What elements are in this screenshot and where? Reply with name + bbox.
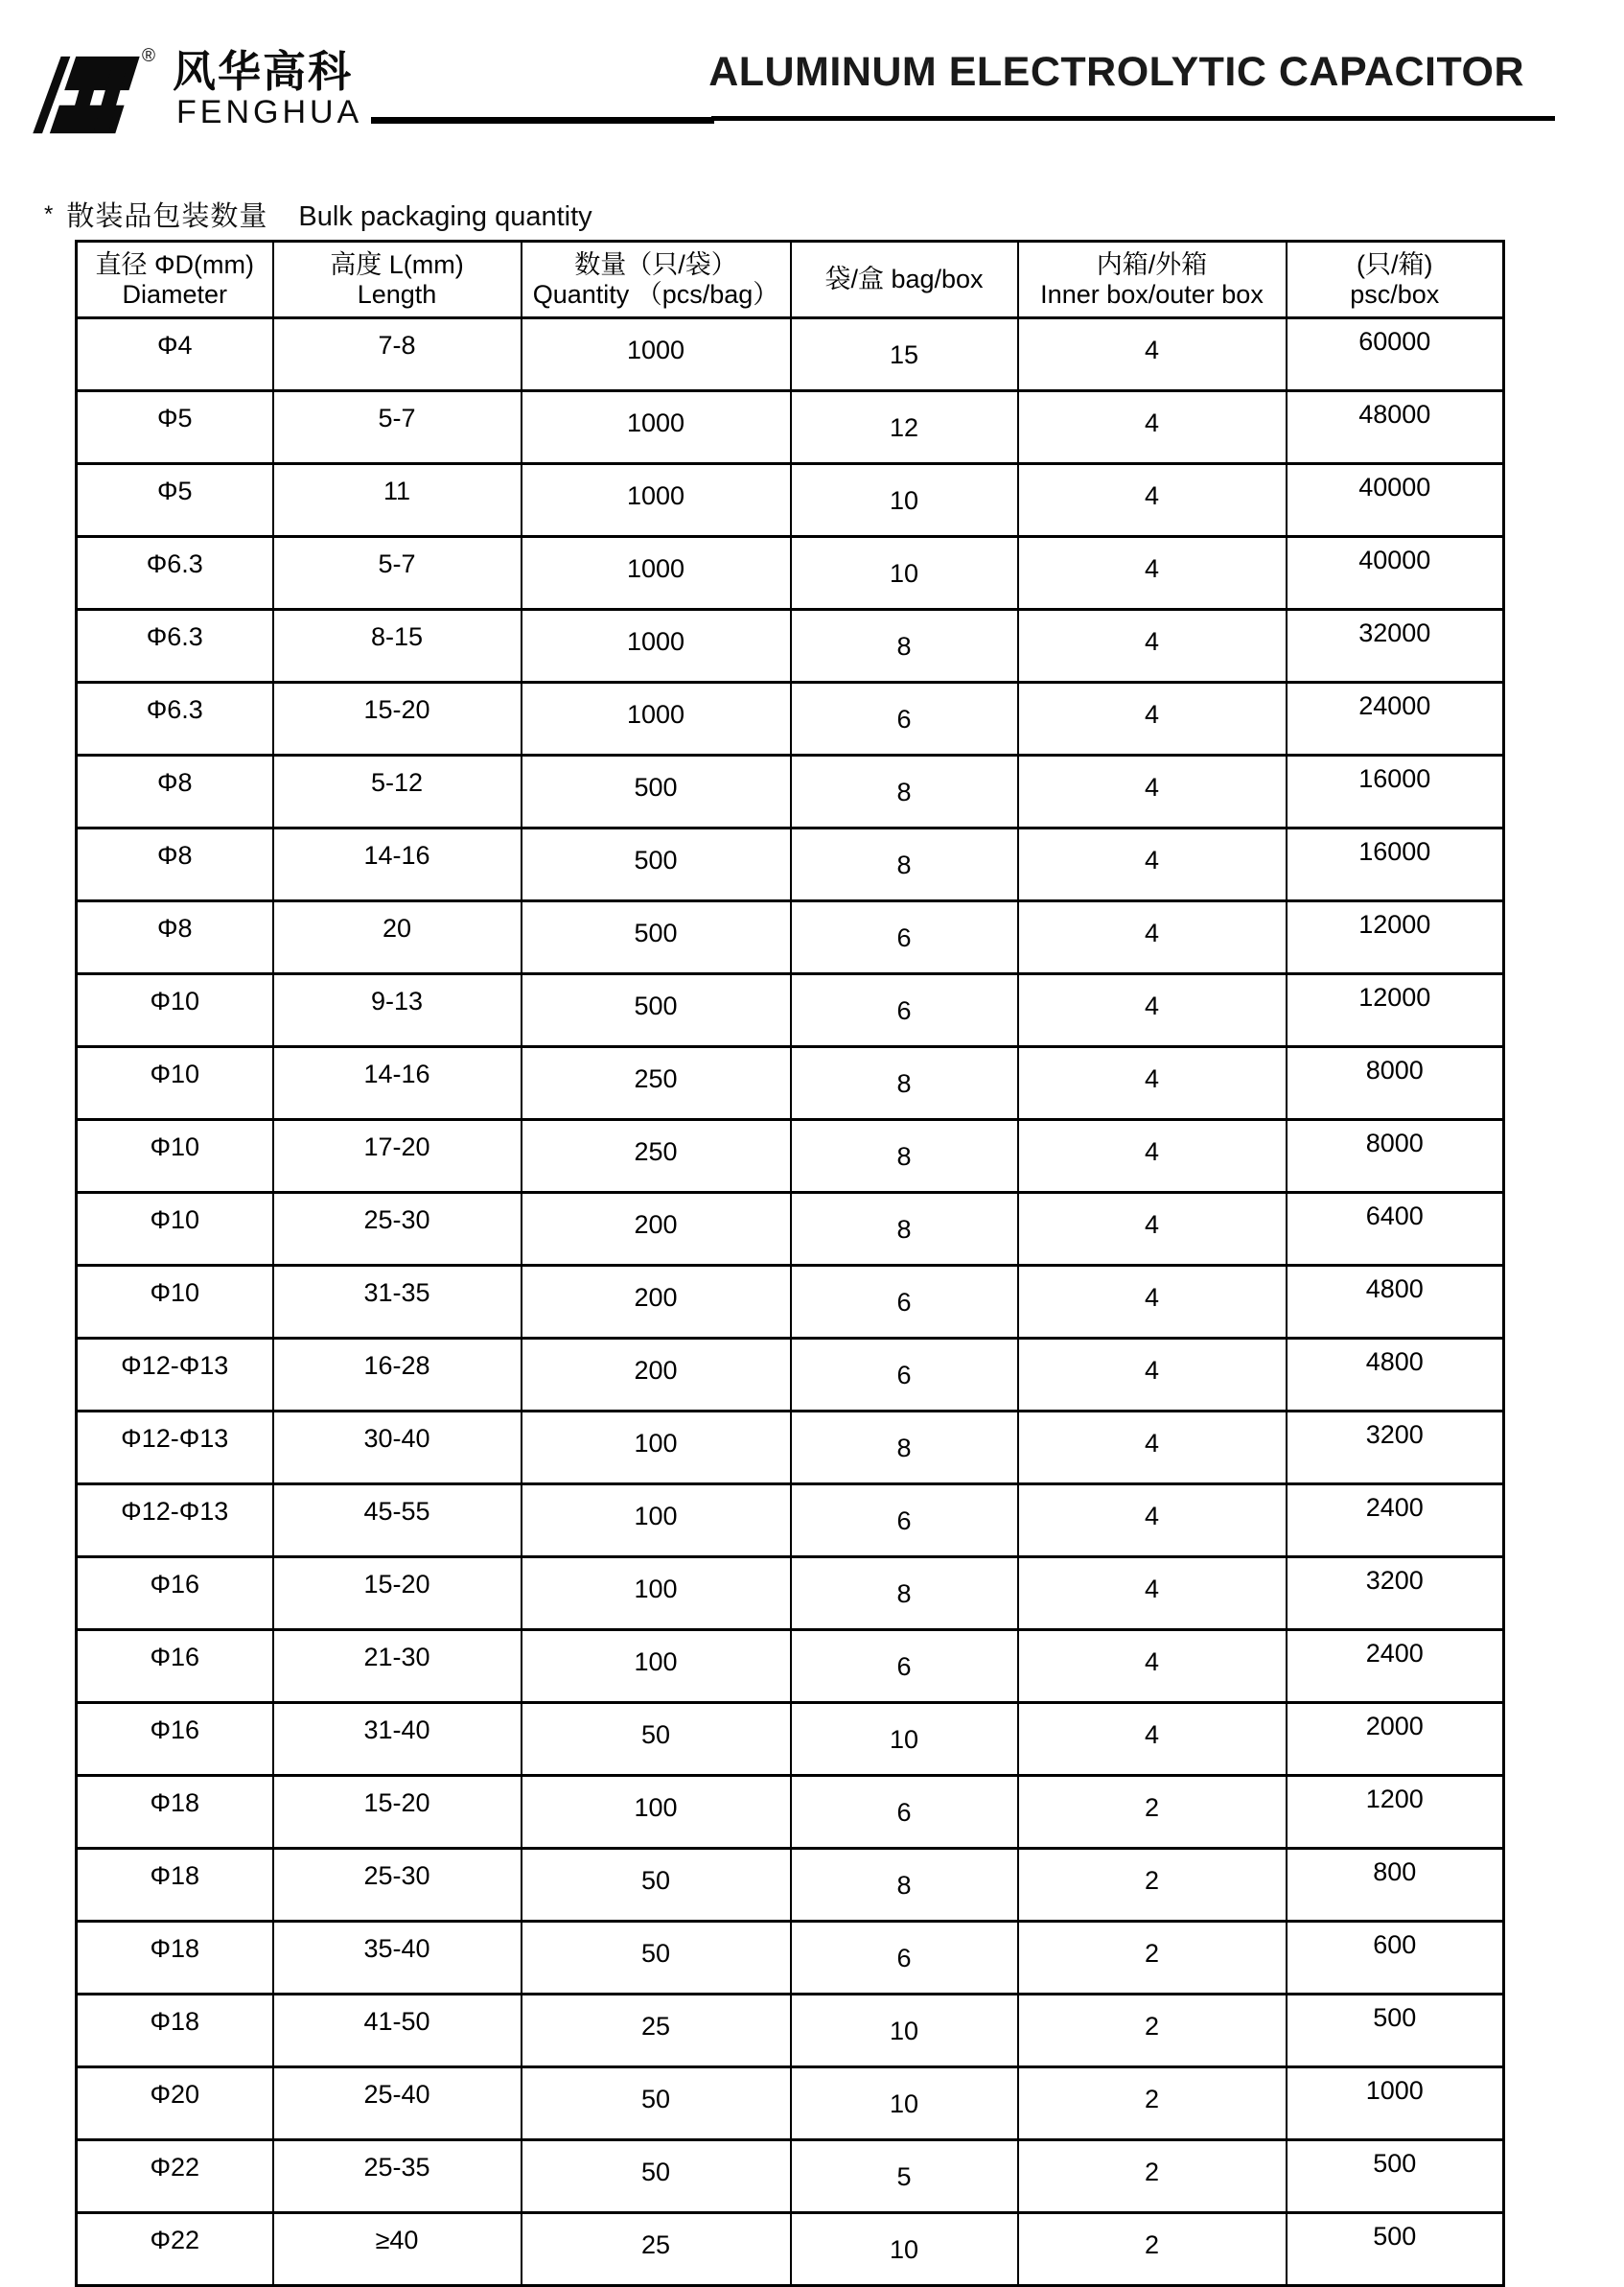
cell-length: 25-40 — [273, 2067, 522, 2140]
cell-diameter: Φ16 — [77, 1630, 273, 1703]
cell-bag-per-box: 8 — [791, 1120, 1018, 1193]
cell-diameter: Φ22 — [77, 2213, 273, 2286]
cell-pcs-per-box: 4800 — [1287, 1266, 1504, 1339]
cell-bag-per-box: 10 — [791, 1995, 1018, 2067]
cell-inner-outer-box: 2 — [1018, 1849, 1287, 1922]
table-row — [77, 1849, 1504, 1922]
cell-pcs-per-box: 1000 — [1287, 2067, 1504, 2140]
cell-diameter: Φ10 — [77, 1193, 273, 1266]
cell-pcs-per-box: 6400 — [1287, 1193, 1504, 1266]
cell-bag-per-box: 8 — [791, 1193, 1018, 1266]
cell-length: 15-20 — [273, 683, 522, 756]
cell-length: 25-35 — [273, 2140, 522, 2213]
cell-bag-per-box: 6 — [791, 683, 1018, 756]
cell-inner-outer-box: 2 — [1018, 2213, 1287, 2286]
table-row — [77, 1922, 1504, 1995]
cell-pcs-per-box: 500 — [1287, 1995, 1504, 2067]
cell-length: 31-35 — [273, 1266, 522, 1339]
cell-qty-per-bag: 50 — [522, 1922, 791, 1995]
cell-inner-outer-box: 4 — [1018, 974, 1287, 1047]
cell-bag-per-box: 6 — [791, 1630, 1018, 1703]
table-row — [77, 1557, 1504, 1630]
cell-inner-outer-box: 4 — [1018, 1484, 1287, 1557]
cell-qty-per-bag: 250 — [522, 1120, 791, 1193]
cell-inner-outer-box: 2 — [1018, 1995, 1287, 2067]
cell-qty-per-bag: 1000 — [522, 610, 791, 683]
col-header-bag-per-box: 袋/盒 bag/box — [791, 242, 1018, 318]
cell-qty-per-bag: 1000 — [522, 318, 791, 391]
cell-length: 17-20 — [273, 1120, 522, 1193]
cell-qty-per-bag: 1000 — [522, 537, 791, 610]
cell-qty-per-bag: 500 — [522, 901, 791, 974]
cell-diameter: Φ8 — [77, 756, 273, 828]
cell-qty-per-bag: 100 — [522, 1630, 791, 1703]
cell-diameter: Φ10 — [77, 974, 273, 1047]
col-header-diameter: 直径 ΦD(mm) Diameter — [77, 242, 273, 318]
cell-length: 9-13 — [273, 974, 522, 1047]
cell-length: 5-7 — [273, 391, 522, 464]
bulk-packaging-table — [75, 240, 1505, 2287]
table-row — [77, 318, 1504, 391]
cell-qty-per-bag: 500 — [522, 974, 791, 1047]
cell-length: 21-30 — [273, 1630, 522, 1703]
cell-diameter: Φ5 — [77, 391, 273, 464]
cell-length: 16-28 — [273, 1339, 522, 1412]
cell-length: 14-16 — [273, 1047, 522, 1120]
table-row — [77, 1484, 1504, 1557]
cell-pcs-per-box: 2400 — [1287, 1630, 1504, 1703]
cell-diameter: Φ16 — [77, 1557, 273, 1630]
cell-inner-outer-box: 4 — [1018, 901, 1287, 974]
cell-length: 8-15 — [273, 610, 522, 683]
cell-qty-per-bag: 50 — [522, 1703, 791, 1776]
cell-bag-per-box: 15 — [791, 318, 1018, 391]
cell-diameter: Φ8 — [77, 901, 273, 974]
cell-inner-outer-box: 4 — [1018, 1630, 1287, 1703]
cell-bag-per-box: 8 — [791, 610, 1018, 683]
cell-pcs-per-box: 4800 — [1287, 1339, 1504, 1412]
cell-bag-per-box: 6 — [791, 1776, 1018, 1849]
cell-bag-per-box: 10 — [791, 464, 1018, 537]
cell-pcs-per-box: 500 — [1287, 2140, 1504, 2213]
cell-length: 11 — [273, 464, 522, 537]
section-title-chinese: 散装品包装数量 — [66, 201, 268, 232]
cell-diameter: Φ18 — [77, 1849, 273, 1922]
table-row — [77, 1776, 1504, 1849]
cell-qty-per-bag: 200 — [522, 1339, 791, 1412]
cell-length: 7-8 — [273, 318, 522, 391]
cell-diameter: Φ6.3 — [77, 610, 273, 683]
cell-qty-per-bag: 200 — [522, 1266, 791, 1339]
cell-diameter: Φ18 — [77, 1922, 273, 1995]
cell-pcs-per-box: 32000 — [1287, 610, 1504, 683]
cell-diameter: Φ8 — [77, 828, 273, 901]
section-marker: * — [44, 201, 54, 227]
table-row — [77, 1630, 1504, 1703]
cell-bag-per-box: 6 — [791, 1922, 1018, 1995]
registered-trademark-icon: ® — [142, 46, 155, 66]
cell-length: 15-20 — [273, 1557, 522, 1630]
cell-inner-outer-box: 4 — [1018, 537, 1287, 610]
cell-length: 5-7 — [273, 537, 522, 610]
cell-qty-per-bag: 50 — [522, 2067, 791, 2140]
cell-diameter: Φ16 — [77, 1703, 273, 1776]
cell-inner-outer-box: 2 — [1018, 1922, 1287, 1995]
cell-qty-per-bag: 25 — [522, 1995, 791, 2067]
cell-pcs-per-box: 60000 — [1287, 318, 1504, 391]
cell-qty-per-bag: 50 — [522, 2140, 791, 2213]
cell-length: 5-12 — [273, 756, 522, 828]
cell-diameter: Φ12-Φ13 — [77, 1412, 273, 1484]
cell-qty-per-bag: 100 — [522, 1557, 791, 1630]
cell-diameter: Φ18 — [77, 1995, 273, 2067]
cell-bag-per-box: 10 — [791, 2213, 1018, 2286]
header-rule-right — [711, 116, 1555, 121]
cell-bag-per-box: 8 — [791, 1557, 1018, 1630]
brand-name-chinese: 风华高科 — [173, 47, 354, 96]
table-row — [77, 756, 1504, 828]
cell-pcs-per-box: 2000 — [1287, 1703, 1504, 1776]
cell-qty-per-bag: 1000 — [522, 464, 791, 537]
table-row — [77, 1266, 1504, 1339]
cell-length: 31-40 — [273, 1703, 522, 1776]
cell-pcs-per-box: 500 — [1287, 2213, 1504, 2286]
cell-diameter: Φ10 — [77, 1047, 273, 1120]
cell-pcs-per-box: 16000 — [1287, 756, 1504, 828]
col-header-inner-outer-box: 内箱/外箱 Inner box/outer box — [1018, 242, 1287, 318]
col-header-pcs-per-box: (只/箱) psc/box — [1287, 242, 1504, 318]
cell-pcs-per-box: 3200 — [1287, 1557, 1504, 1630]
cell-qty-per-bag: 100 — [522, 1776, 791, 1849]
cell-bag-per-box: 8 — [791, 1047, 1018, 1120]
cell-bag-per-box: 6 — [791, 1339, 1018, 1412]
cell-inner-outer-box: 4 — [1018, 1193, 1287, 1266]
cell-bag-per-box: 6 — [791, 974, 1018, 1047]
table-row — [77, 610, 1504, 683]
cell-pcs-per-box: 800 — [1287, 1849, 1504, 1922]
cell-inner-outer-box: 4 — [1018, 1557, 1287, 1630]
cell-pcs-per-box: 40000 — [1287, 537, 1504, 610]
table-row — [77, 2067, 1504, 2140]
header-rule-left — [371, 117, 714, 124]
section-heading — [44, 199, 592, 232]
cell-pcs-per-box: 1200 — [1287, 1776, 1504, 1849]
cell-bag-per-box: 12 — [791, 391, 1018, 464]
table-row — [77, 1339, 1504, 1412]
cell-inner-outer-box: 4 — [1018, 464, 1287, 537]
cell-qty-per-bag: 200 — [522, 1193, 791, 1266]
cell-length: 20 — [273, 901, 522, 974]
cell-inner-outer-box: 2 — [1018, 1776, 1287, 1849]
cell-bag-per-box: 5 — [791, 2140, 1018, 2213]
cell-inner-outer-box: 4 — [1018, 391, 1287, 464]
col-header-length: 高度 L(mm) Length — [273, 242, 522, 318]
brand-name-english: FENGHUA — [176, 94, 363, 130]
cell-inner-outer-box: 4 — [1018, 318, 1287, 391]
cell-diameter: Φ10 — [77, 1266, 273, 1339]
cell-inner-outer-box: 4 — [1018, 1047, 1287, 1120]
cell-diameter: Φ10 — [77, 1120, 273, 1193]
cell-length: 41-50 — [273, 1995, 522, 2067]
cell-qty-per-bag: 100 — [522, 1484, 791, 1557]
table-row — [77, 828, 1504, 901]
table-row — [77, 901, 1504, 974]
cell-bag-per-box: 8 — [791, 828, 1018, 901]
table-row — [77, 391, 1504, 464]
table-row — [77, 1703, 1504, 1776]
table-row — [77, 2140, 1504, 2213]
cell-diameter: Φ12-Φ13 — [77, 1339, 273, 1412]
cell-length: 45-55 — [273, 1484, 522, 1557]
cell-pcs-per-box: 16000 — [1287, 828, 1504, 901]
cell-diameter: Φ20 — [77, 2067, 273, 2140]
cell-qty-per-bag: 100 — [522, 1412, 791, 1484]
cell-bag-per-box: 8 — [791, 756, 1018, 828]
table-row — [77, 1412, 1504, 1484]
cell-bag-per-box: 6 — [791, 1484, 1018, 1557]
cell-pcs-per-box: 8000 — [1287, 1120, 1504, 1193]
cell-bag-per-box: 10 — [791, 2067, 1018, 2140]
cell-pcs-per-box: 40000 — [1287, 464, 1504, 537]
cell-inner-outer-box: 4 — [1018, 610, 1287, 683]
cell-length: 30-40 — [273, 1412, 522, 1484]
cell-diameter: Φ18 — [77, 1776, 273, 1849]
cell-qty-per-bag: 50 — [522, 1849, 791, 1922]
cell-bag-per-box: 10 — [791, 1703, 1018, 1776]
cell-inner-outer-box: 2 — [1018, 2067, 1287, 2140]
cell-diameter: Φ4 — [77, 318, 273, 391]
table-row — [77, 1120, 1504, 1193]
cell-length: 35-40 — [273, 1922, 522, 1995]
cell-diameter: Φ5 — [77, 464, 273, 537]
cell-qty-per-bag: 500 — [522, 756, 791, 828]
col-header-quantity-per-bag: 数量（只/袋） Quantity （pcs/bag） — [522, 242, 791, 318]
cell-length: ≥40 — [273, 2213, 522, 2286]
cell-qty-per-bag: 1000 — [522, 391, 791, 464]
table-row — [77, 2213, 1504, 2286]
cell-diameter: Φ22 — [77, 2140, 273, 2213]
cell-bag-per-box: 8 — [791, 1412, 1018, 1484]
cell-bag-per-box: 6 — [791, 901, 1018, 974]
table-header-row — [77, 242, 1504, 318]
table-row — [77, 464, 1504, 537]
cell-pcs-per-box: 24000 — [1287, 683, 1504, 756]
table-row — [77, 1193, 1504, 1266]
section-title-english: Bulk packaging quantity — [298, 201, 592, 232]
cell-inner-outer-box: 2 — [1018, 2140, 1287, 2213]
packaging-table-body — [77, 318, 1504, 2286]
cell-pcs-per-box: 2400 — [1287, 1484, 1504, 1557]
cell-diameter: Φ6.3 — [77, 537, 273, 610]
cell-length: 15-20 — [273, 1776, 522, 1849]
cell-pcs-per-box: 3200 — [1287, 1412, 1504, 1484]
cell-qty-per-bag: 500 — [522, 828, 791, 901]
page-title: ALUMINUM ELECTROLYTIC CAPACITOR — [708, 49, 1524, 95]
table-row — [77, 537, 1504, 610]
cell-pcs-per-box: 48000 — [1287, 391, 1504, 464]
cell-diameter: Φ12-Φ13 — [77, 1484, 273, 1557]
cell-pcs-per-box: 8000 — [1287, 1047, 1504, 1120]
cell-qty-per-bag: 1000 — [522, 683, 791, 756]
cell-length: 14-16 — [273, 828, 522, 901]
cell-bag-per-box: 10 — [791, 537, 1018, 610]
cell-inner-outer-box: 4 — [1018, 756, 1287, 828]
cell-inner-outer-box: 4 — [1018, 1412, 1287, 1484]
cell-inner-outer-box: 4 — [1018, 1120, 1287, 1193]
cell-pcs-per-box: 600 — [1287, 1922, 1504, 1995]
cell-inner-outer-box: 4 — [1018, 1339, 1287, 1412]
cell-bag-per-box: 6 — [791, 1266, 1018, 1339]
table-row — [77, 683, 1504, 756]
table-row — [77, 1995, 1504, 2067]
cell-qty-per-bag: 250 — [522, 1047, 791, 1120]
cell-inner-outer-box: 4 — [1018, 828, 1287, 901]
cell-pcs-per-box: 12000 — [1287, 974, 1504, 1047]
cell-qty-per-bag: 25 — [522, 2213, 791, 2286]
cell-inner-outer-box: 4 — [1018, 683, 1287, 756]
table-row — [77, 1047, 1504, 1120]
cell-inner-outer-box: 4 — [1018, 1703, 1287, 1776]
table-row — [77, 974, 1504, 1047]
fenghua-logo-icon — [29, 53, 142, 137]
cell-inner-outer-box: 4 — [1018, 1266, 1287, 1339]
cell-diameter: Φ6.3 — [77, 683, 273, 756]
cell-length: 25-30 — [273, 1849, 522, 1922]
cell-pcs-per-box: 12000 — [1287, 901, 1504, 974]
cell-bag-per-box: 8 — [791, 1849, 1018, 1922]
cell-length: 25-30 — [273, 1193, 522, 1266]
